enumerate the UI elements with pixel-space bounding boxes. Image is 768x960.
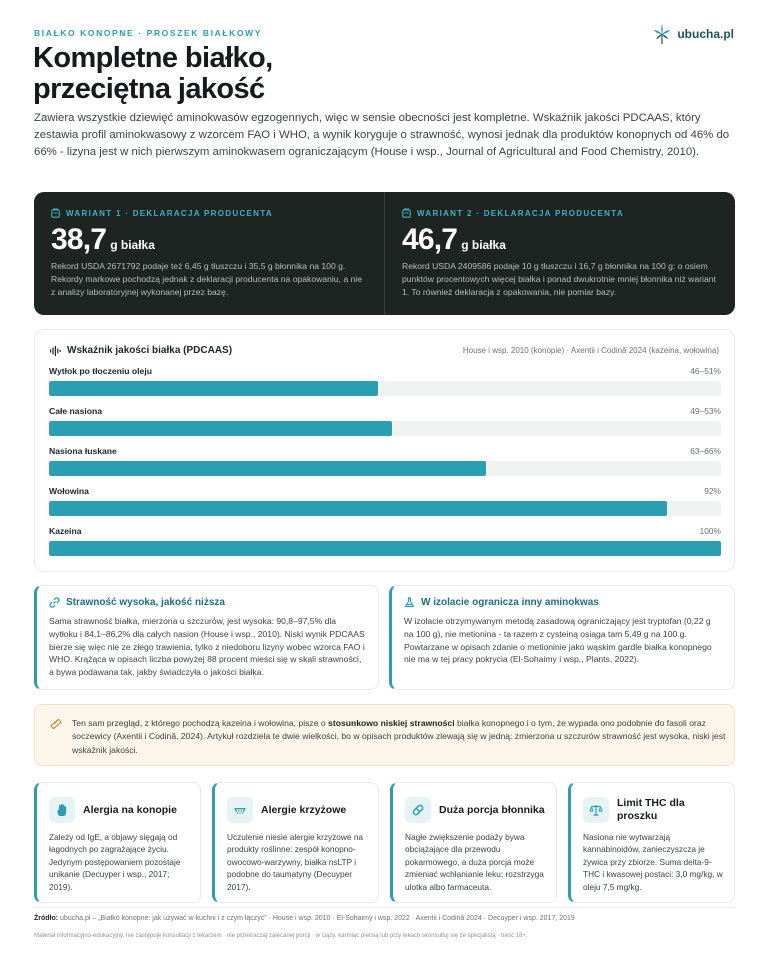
thc-body: Nasiona nie wytwarzają kannabinoidów, zanieczyszcza je żywica przy zbiorze. Suma delta-9-THC i kwasowej postaci: 3,0 mg/kg, w oleju 7,5 mg/kg. [583, 832, 723, 892]
disclaimer: Materiał informacyjno-edukacyjny, nie zastępuje konsultacji z lekarzem · nie przekraczaj zalecanej porcji · w ciąży, karmiąc piersią lub przy lekach skonsultuj się ze specjalistą · treść 18+. [34, 933, 528, 939]
chart-row [49, 446, 721, 456]
note-text: Ten sam przegląd, z którego pochodzą kazeina i wołowina, pisze o stosunkowo niskiej strawności białka konopnego i o tym, że wypada ono podobnie do fasoli oraz soczewicy (Axentii i Codină, 2024). Artykuł rozdziela te dwie wielkości, bo w opisach produktów zlewają się w jedną: zmierzona u szczurów strawność jest wysoka, niski jest wskaźnik jakości. [72, 718, 726, 755]
package-icon [402, 208, 411, 218]
bar-track [49, 541, 721, 556]
bar-label: Nasiona łuskane [49, 446, 117, 456]
note-box [34, 704, 735, 766]
bar-fill [49, 541, 721, 556]
package-icon [51, 208, 60, 218]
variant-1-value: 38,7 [51, 223, 107, 256]
bar-value: 46–51% [690, 366, 721, 376]
bar-value: 100% [699, 526, 721, 536]
thc-title: Limit THC dla proszku [617, 797, 685, 822]
fiber-card [390, 782, 557, 903]
bar-fill [49, 501, 667, 516]
footer-source: Źródło: ubucha.pl – „Białko konopne: jak używać w kuchni i z czym łączyć” · House i wsp. 2010 · El-Sohaimy i wsp. 2022 · Axentii i Codină 2024 · Decuyper i wsp. 2017, 2019 [34, 915, 575, 922]
bar-track [49, 461, 721, 476]
melon-icon [233, 803, 247, 817]
cross-allergy-title: Alergie krzyżowe [261, 803, 347, 816]
title-line-2: przeciętna jakość [33, 73, 265, 105]
variant-1-label: WARIANT 1 · DEKLARACJA PRODUCENTA [66, 208, 273, 218]
ruler-icon [50, 718, 62, 730]
bar-label: Wołowina [49, 486, 89, 496]
digestibility-title: Strawność wysoka, jakość niższa [66, 597, 225, 608]
hand-icon [55, 803, 69, 817]
chart-row [49, 526, 721, 536]
variant-1-unit: g białka [110, 238, 155, 252]
bar-value: 63–66% [690, 446, 721, 456]
scale-icon [589, 803, 603, 817]
bar-label: Wytłok po tłoczeniu oleju [49, 366, 152, 376]
bar-value: 92% [704, 486, 721, 496]
waveform-icon [50, 346, 61, 356]
flask-icon [404, 597, 415, 608]
footer-divider [34, 907, 735, 908]
thc-card [568, 782, 735, 903]
title-line-1: Kompletne białko, [33, 42, 273, 74]
hemp-leaf-icon [652, 22, 672, 46]
pill-icon [411, 803, 425, 817]
bar-fill [49, 461, 486, 476]
cross-allergy-body: Uczulenie niesie alergie krzyżowe na produkty roślinne: zespół konopno-owocowo-warzywny, białka nsLTP i podobne do taumatyny (Decuyper 2017). [227, 832, 364, 892]
eyebrow: BIAŁKO KONOPNE · PROSZEK BIAŁKOWY [34, 28, 262, 38]
bar-label: Kazeina [49, 526, 82, 536]
isolate-card [389, 585, 735, 690]
page-title [33, 43, 433, 105]
allergy-title: Alergia na konopie [83, 803, 177, 816]
bar-label: Całe nasiona [49, 406, 103, 416]
bar-fill [49, 421, 392, 436]
fiber-body: Nagłe zwiększenie podaży bywa obciążające dla przewodu pokarmowego, a duża porcja może zmieniać wchłanianie leku; rozstrzyga ulotka albo farmaceuta. [405, 832, 544, 892]
pdcaas-chart [34, 329, 735, 572]
variant-2-unit: g białka [461, 238, 506, 252]
link-icon [49, 597, 60, 608]
chart-row [49, 486, 721, 496]
digestibility-body: Sama strawność białka, mierzona u szczurów, jest wysoka: 90,8–97,5% dla wytłoku i 84,1–86,2% dla całych nasion (House i wsp., 2010). Niski wynik PDCAAS bierze się więc nie ze złego trawienia, tylko z niedoboru lizyny wobec wzorca FAO i WHO. Krążąca w opisach liczba powyżej 88 procent mieści się w skali strawności, a bywa podawana tak, jakby świadczyła o jakości białka. [49, 616, 365, 678]
variant-2-label: WARIANT 2 · DEKLARACJA PRODUCENTA [417, 208, 624, 218]
brand-name: ubucha.pl [677, 27, 734, 41]
chart-source: House i wsp. 2010 (konopie) · Axentii i Codină 2024 (kazeina, wołowina) [462, 346, 719, 355]
bar-fill [49, 381, 378, 396]
bar-track [49, 421, 721, 436]
isolate-title: W izolacie ogranicza inny aminokwas [421, 597, 599, 608]
brand-logo[interactable] [652, 22, 734, 46]
bar-track [49, 501, 721, 516]
variant-1-text: Rekord USDA 2671792 podaje też 6,45 g tłuszczu i 35,5 g błonnika na 100 g. Rekordy markowe pochodzą jednak z deklaracji producenta na opakowaniu, a nie z analizy laboratoryjnej wykonanej przez bazę. [51, 261, 362, 297]
allergy-body: Zależy od IgE, a objawy sięgają od łagodnych po zagrażające życiu. Jedynym postępowaniem pozostaje unikanie (Decuyper i wsp., 2017; 2019). [49, 832, 181, 892]
chart-row [49, 406, 721, 416]
isolate-body: W izolacie otrzymywanym metodą zasadową ograniczający jest tryptofan (0,22 g na 100 g), nie metionina - ta razem z cysteiną osiąga tam 5,49 g na 100 g. Powtarzane w opisach zdanie o metioninie jako wąskim gardle białka konopnego nie ma w tej pracy pokrycia (El-Sohaimy i wsp., Plants, 2022). [404, 616, 712, 665]
fiber-title: Duża porcja błonnika [439, 803, 545, 816]
chart-row [49, 366, 721, 376]
allergy-card [34, 782, 201, 903]
variant-1 [34, 192, 384, 315]
bar-value: 49–53% [690, 406, 721, 416]
cross-allergy-card [212, 782, 379, 903]
bar-track [49, 381, 721, 396]
variant-2-value: 46,7 [402, 223, 458, 256]
digestibility-card [34, 585, 379, 690]
note-emphasis: stosunkowo niskiej strawności [328, 718, 455, 728]
variant-2 [384, 192, 735, 315]
variants-panel [34, 192, 735, 315]
variant-2-text: Rekord USDA 2409586 podaje 10 g tłuszczu i 16,7 g błonnika na 100 g: o osiem punktów procentowych więcej białka i ponad dwukrotnie mniej błonnika niż wariant 1. To również deklaracja z opakowania, nie pomiar bazy. [402, 261, 716, 297]
chart-title: Wskaźnik jakości białka (PDCAAS) [67, 345, 233, 356]
lead-paragraph: Zawiera wszystkie dziewięć aminokwasów egzogennych, więc w sensie obecności jest kompletne. Wskaźnik jakości PDCAAS, który zestawia profil aminokwasowy z wzorcem FAO i WHO, a wynik koryguje o strawność, wynosi jednak dla produktów konopnych od 46% do 66% - lizyna jest w nich pierwszym aminokwasem ograniczającym (House i wsp., Journal of Agricultural and Food Chemistry, 2010). [34, 112, 730, 158]
